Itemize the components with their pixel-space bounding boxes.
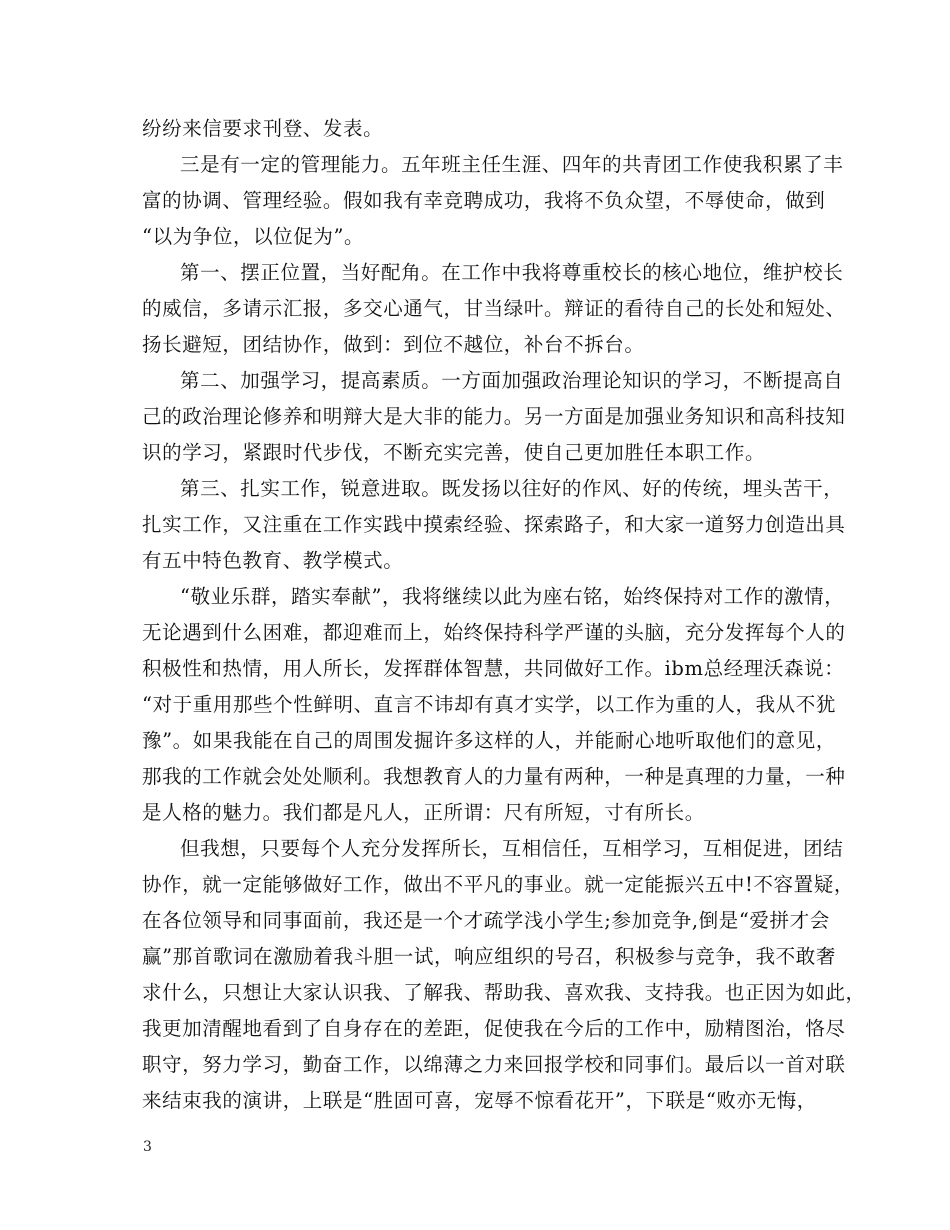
- text-line: 纷纷来信要求刊登、发表。: [142, 117, 384, 140]
- text-line: 来结束我的演讲，上联是“胜固可喜，宠辱不惊看花开”，下联是“败亦无悔，: [142, 1089, 817, 1112]
- text-line: 我更加清醒地看到了自身存在的差距，促使我在今后的工作中，励精图治，恪尽: [142, 1017, 846, 1040]
- page-number: 3: [143, 1139, 152, 1155]
- text-line: 己的政治理论修养和明辩大是大非的能力。另一方面是加强业务知识和高科技知: [142, 405, 846, 428]
- text-line: 扬长避短，团结协作，做到：到位不越位，补台不拆台。: [142, 333, 645, 356]
- text-line: 职守，努力学习，勤奋工作，以绵薄之力来回报学校和同事们。最后以一首对联: [142, 1053, 846, 1076]
- text-line: “以为争位，以位促为”。: [142, 225, 365, 248]
- text-line: 但我想，只要每个人充分发挥所长，互相信任，互相学习，互相促进，团结: [180, 837, 844, 860]
- text-line: 那我的工作就会处处顺利。我想教育人的力量有两种，一种是真理的力量，一种: [142, 765, 846, 788]
- text-line: 富的协调、管理经验。假如我有幸竞聘成功，我将不负众望，不辱使命，做到: [142, 189, 826, 212]
- text-line: 积极性和热情，用人所长，发挥群体智慧，共同做好工作。ibm总经理沃森说：: [142, 657, 845, 680]
- text-line: 求什么，只想让大家认识我、了解我、帮助我、喜欢我、支持我。也正因为如此，: [142, 981, 866, 1004]
- text-line: “对于重用那些个性鲜明、直言不讳却有真才实学，以工作为重的人，我从不犹: [142, 693, 836, 716]
- text-line: 有五中特色教育、教学模式。: [142, 549, 404, 572]
- text-line: 无论遇到什么困难，都迎难而上，始终保持科学严谨的头脑，充分发挥每个人的: [142, 621, 846, 644]
- text-line: 的威信，多请示汇报，多交心通气，甘当绿叶。辩证的看待自己的长处和短处、: [142, 297, 846, 320]
- text-line: 第三、扎实工作，锐意进取。既发扬以往好的作风、好的传统，埋头苦干，: [180, 477, 844, 500]
- text-line: 三是有一定的管理能力。五年班主任生涯、四年的共青团工作使我积累了丰: [180, 153, 844, 176]
- text-line: 识的学习，紧跟时代步伐，不断充实完善，使自己更加胜任本职工作。: [142, 441, 766, 464]
- text-line: 是人格的魅力。我们都是凡人，正所谓：尺有所短，寸有所长。: [142, 801, 705, 824]
- text-line: 在各位领导和同事面前，我还是一个才疏学浅小学生;参加竞争,倒是“爱拼才会: [142, 909, 830, 932]
- text-line: 赢”那首歌词在激励着我斗胆一试，响应组织的号召，积极参与竞争，我不敢奢: [142, 945, 836, 968]
- text-line: 扎实工作，又注重在工作实践中摸索经验、探索路子，和大家一道努力创造出具: [142, 513, 846, 536]
- text-line: 协作，就一定能够做好工作，做出不平凡的事业。就一定能振兴五中!不容置疑，: [142, 873, 854, 896]
- text-line: 第一、摆正位置，当好配角。在工作中我将尊重校长的核心地位，维护校长: [180, 261, 844, 284]
- text-line: 第二、加强学习，提高素质。一方面加强政治理论知识的学习，不断提高自: [180, 369, 844, 392]
- text-line: “敬业乐群，踏实奉献”，我将继续以此为座右铭，始终保持对工作的激情，: [180, 585, 845, 608]
- text-line: 豫”。如果我能在自己的周围发掘许多这样的人，并能耐心地听取他们的意见，: [142, 729, 836, 752]
